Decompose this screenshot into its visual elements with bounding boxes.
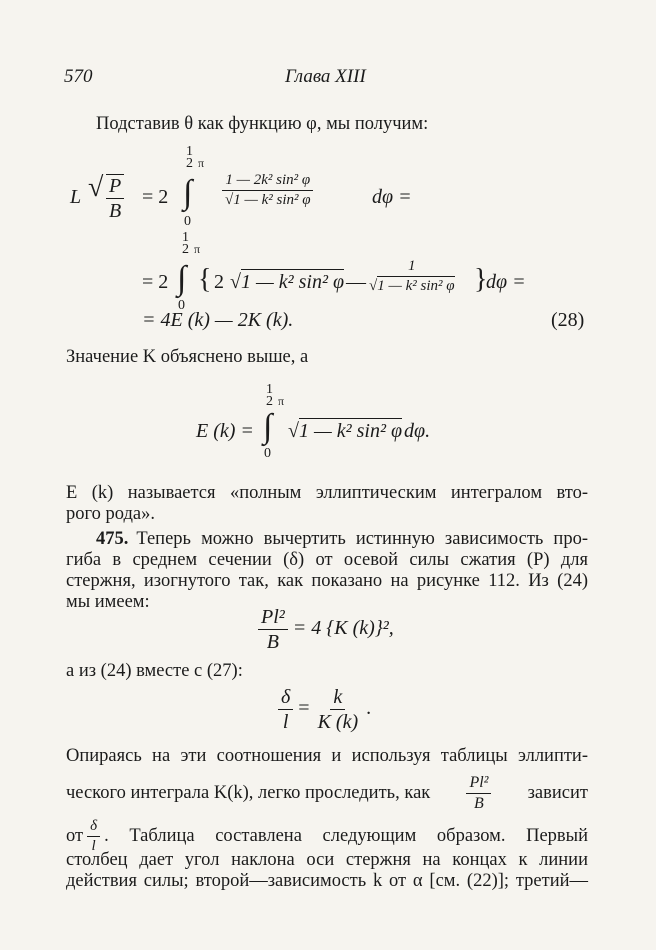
para-K: Значение K объяснено выше, а <box>66 347 309 367</box>
brace-close: } <box>474 264 488 295</box>
upper-limit-pi-E: π <box>278 394 285 408</box>
eq-2-line2: = 2 <box>142 271 169 293</box>
integral-sign-1: ∫ <box>183 174 193 211</box>
final-line4: столбец дает угол наклона оси стержня на концах к линии <box>66 850 588 870</box>
lhs-E: E (k) = <box>196 420 254 442</box>
lower-limit-2: 0 <box>178 298 185 313</box>
para-E-line2: рого рода». <box>66 504 155 524</box>
equation-Pl2: $\frac{\text{Pl²}}{B}$ = 4 {K (k)}², <box>258 606 394 653</box>
minus-sign: — <box>346 271 366 293</box>
para-E-line1: E (k) называется «полным эллиптическим интегралом вто- <box>66 483 588 503</box>
final-line5: действия силы; второй—зависимость k от α [см. (22)]; третий— <box>66 871 588 891</box>
eq-2: = 2 <box>142 186 169 208</box>
section-475-line2: гиба в среднем сечении (δ) от осевой силы сжатия (P) для <box>66 550 588 570</box>
equation-delta: $\frac{\delta}{l}$ = $\frac{k}{K (k)}$ . <box>278 686 371 733</box>
section-475-line3: стержня, изогнутого так, как показано на рисунке 112. Из (24) <box>66 571 588 591</box>
equation-number-28: (28) <box>551 309 585 331</box>
upper-limit-1: 1 2 <box>186 144 193 171</box>
root-E: √1 — k² sin² φ <box>288 420 403 442</box>
integral-sign-2: ∫ <box>177 260 187 297</box>
integral-sign-E: ∫ <box>263 408 273 445</box>
equation-28-line3: = 4E (k) — 2K (k). <box>142 309 294 331</box>
final-line3: от $\frac{\delta}{l}$ . Таблица составлена следующим образом. Первый <box>66 818 588 854</box>
lhs-fraction: $\frac{P}{B}$ <box>106 174 124 222</box>
para-from: а из (24) вместе с (27): <box>66 661 243 681</box>
sqrt-sign: √ <box>88 172 104 203</box>
lhs-L: L <box>70 186 82 208</box>
final-line1: Опираясь на эти соотношения и используя таблицы эллипти- <box>66 746 588 766</box>
upper-limit-2: 1 2 <box>182 230 189 257</box>
dphi-2: dφ = <box>486 271 526 293</box>
section-475-line1: 475. Теперь можно вычертить истинную зависимость про- <box>96 529 588 549</box>
brace-open: { <box>198 264 212 295</box>
root-term: √1 — k² sin² φ <box>230 271 345 293</box>
final-line2: ческого интеграла K(k), легко проследить, как $\frac{\text{Pl²}}{B}$ зависит <box>66 774 588 812</box>
upper-limit-E: 1 2 <box>266 382 273 409</box>
dphi-E: dφ. <box>404 420 431 442</box>
dphi-1: dφ = <box>372 186 412 208</box>
fraction-2: $\frac{1}{\text{√1 — k² sin² φ}}$ <box>369 258 455 294</box>
upper-limit-pi-2: π <box>194 242 201 256</box>
chapter-title: Глава XIII <box>285 66 366 87</box>
intro-text: Подставив θ как функцию φ, мы получим: <box>96 114 429 134</box>
lower-limit-E: 0 <box>264 446 271 461</box>
term-2: 2 <box>214 271 224 293</box>
lower-limit-1: 0 <box>184 214 191 229</box>
fraction-1: $\frac{\text{1 — 2k² sin² φ}}{\text{√1 — k² sin² φ}}$ <box>222 172 314 208</box>
upper-limit-pi-1: π <box>198 156 205 170</box>
page-number: 570 <box>64 66 93 87</box>
section-475-line4: мы имеем: <box>66 592 150 612</box>
